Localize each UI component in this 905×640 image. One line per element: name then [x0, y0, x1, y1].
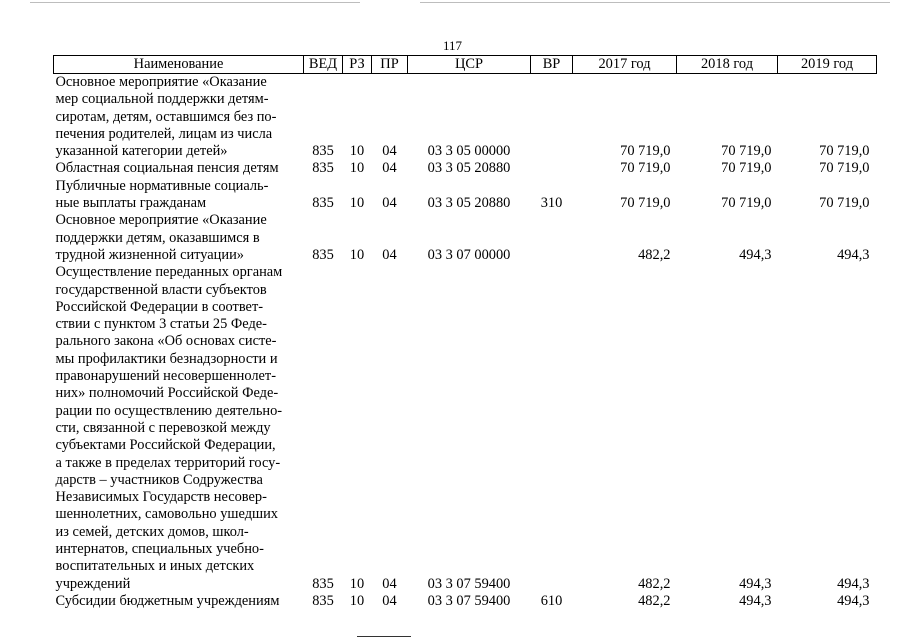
row-pr: 04 [382, 195, 397, 212]
row-rz: 10 [349, 195, 365, 212]
row-2017: 482,2 [638, 575, 671, 592]
row-ved: 835 [312, 246, 334, 263]
row-vr [531, 74, 573, 161]
row-name: Областная социальная пенсия детям [55, 160, 279, 177]
row-2018: 70 719,0 [721, 160, 772, 177]
row-rz: 10 [349, 246, 365, 263]
top-rule-right [420, 2, 890, 3]
row-rz: 10 [349, 575, 365, 592]
row-name: Публичные нормативные социаль- ные выплаты гражданам [55, 177, 269, 212]
row-csr: 03 3 07 59400 [427, 575, 511, 592]
row-2017: 70 719,0 [620, 143, 671, 160]
table-row [54, 212, 877, 264]
row-csr: 03 3 05 00000 [427, 143, 511, 160]
table-row [54, 593, 877, 610]
header-name: Наименование [54, 56, 304, 74]
header-pr: ПР [372, 56, 408, 74]
row-pr: 04 [382, 592, 397, 609]
row-vr [531, 264, 573, 593]
header-2018: 2018 год [677, 56, 778, 74]
row-name: Основное мероприятие «Оказание поддержки детям, оказавшимся в трудной жизненной ситуации» [55, 212, 267, 263]
header-2017: 2017 год [573, 56, 677, 74]
row-pr: 04 [382, 575, 397, 592]
row-name: Осуществление переданных органам государственной власти субъектов Российской Федерации в соответ- ствии с пунктом 3 статьи 25 Феде- рального закона «Об основах систе- мы профилактики безнадзорности и правонарушений несовершеннолет- них» полномочий Российской Феде- рации по осуществлению деятельно- сти, связанной с перевозкой между субъектами Российской Федерации, а также в пределах территорий госу- дарств – участников Содружества Независимых Государств несовер- шеннолетних, самовольно ушедших из семей, детских домов, школ- интернатов, специальных учебно- воспитательных и иных детских учреждений [55, 264, 283, 592]
row-2017: 70 719,0 [620, 195, 671, 212]
row-vr [531, 212, 573, 264]
row-2019: 494,3 [837, 246, 870, 263]
budget-table [53, 55, 877, 610]
top-rule-left [30, 2, 360, 3]
row-2017: 482,2 [638, 246, 671, 263]
row-pr: 04 [382, 143, 397, 160]
row-csr: 03 3 05 20880 [427, 160, 511, 177]
row-rz: 10 [349, 592, 365, 609]
row-2019: 494,3 [837, 575, 870, 592]
row-2017: 482,2 [638, 592, 671, 609]
row-2019: 494,3 [837, 592, 870, 609]
row-2018: 494,3 [739, 592, 772, 609]
row-2018: 70 719,0 [721, 143, 772, 160]
page-number: 117 [442, 38, 463, 53]
header-ved: ВЕД [304, 56, 343, 74]
row-pr: 04 [382, 160, 397, 177]
row-csr: 03 3 07 59400 [427, 592, 511, 609]
row-rz: 10 [349, 143, 365, 160]
row-csr: 03 3 05 20880 [427, 195, 511, 212]
table-row [54, 160, 877, 177]
row-ved: 835 [312, 592, 334, 609]
row-ved: 835 [312, 195, 334, 212]
row-2019: 70 719,0 [819, 195, 870, 212]
row-2018: 494,3 [739, 246, 772, 263]
row-2019: 70 719,0 [819, 160, 870, 177]
row-2017: 70 719,0 [620, 160, 671, 177]
row-vr: 310 [540, 195, 563, 212]
row-2018: 494,3 [739, 575, 772, 592]
row-ved: 835 [312, 160, 334, 177]
row-2019: 70 719,0 [819, 143, 870, 160]
header-rz: РЗ [343, 56, 372, 74]
row-vr [531, 160, 573, 177]
row-vr: 610 [540, 592, 563, 609]
header-2019: 2019 год [778, 56, 877, 74]
row-name: Основное мероприятие «Оказание мер социальной поддержки детям- сиротам, детям, оставшимся без по- печения родителей, лицам из числа указанной категории детей» [55, 74, 277, 160]
table-header-row [54, 56, 877, 74]
row-ved: 835 [312, 575, 334, 592]
row-rz: 10 [349, 160, 365, 177]
table-row [54, 178, 877, 213]
table-row [54, 74, 877, 161]
header-vr: ВР [531, 56, 573, 74]
table-row [54, 264, 877, 593]
row-name: Субсидии бюджетным учреждениям [55, 592, 280, 609]
row-csr: 03 3 07 00000 [427, 246, 511, 263]
row-ved: 835 [312, 143, 334, 160]
bottom-rule [357, 636, 411, 637]
row-pr: 04 [382, 246, 397, 263]
header-csr: ЦСР [408, 56, 531, 74]
row-2018: 70 719,0 [721, 195, 772, 212]
